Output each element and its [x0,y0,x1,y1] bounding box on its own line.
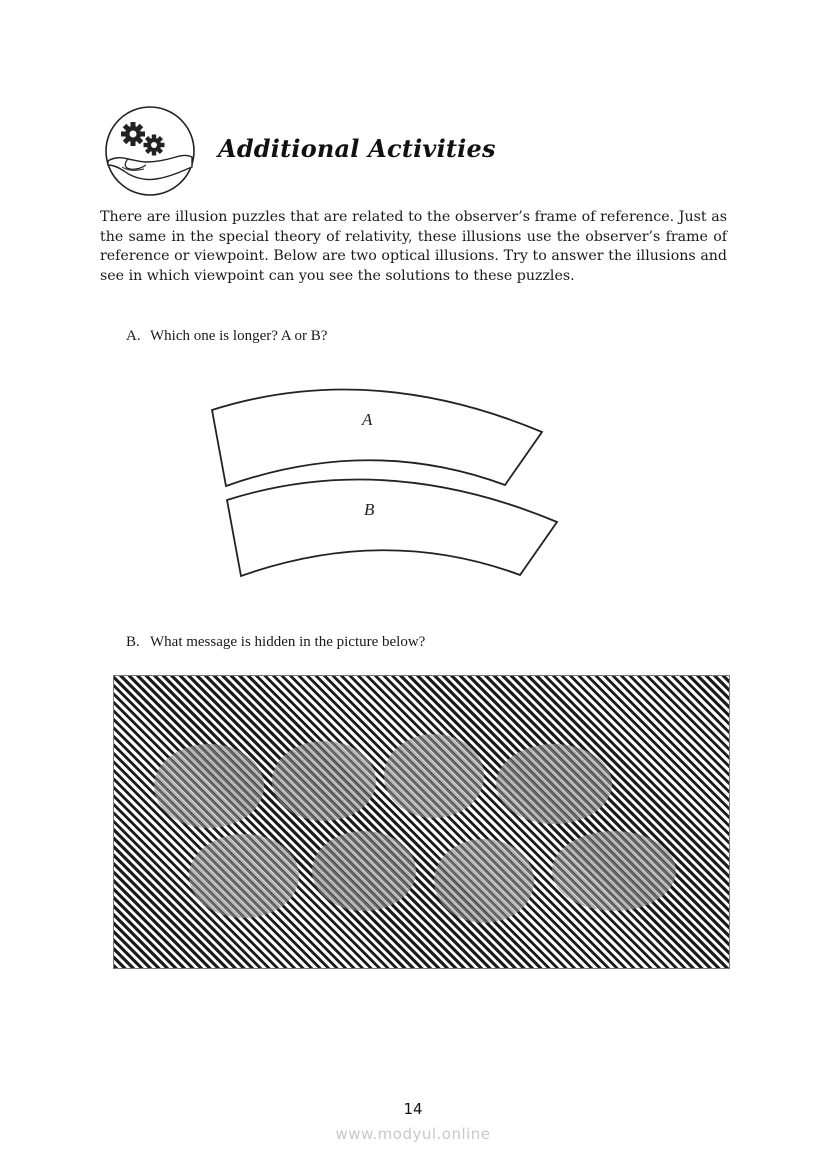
shape-b-label: B [364,500,375,519]
shape-a-label: A [362,410,373,429]
question-a-label: A. [126,328,141,344]
question-a-text: Which one is longer? A or B? [150,328,328,344]
question-b [126,634,425,651]
page-number: 14 [403,1100,423,1118]
intro-paragraph: There are illusion puzzles that are related to the observer’s frame of reference. Just as the same in the special theory of relativity, these illusions use the observer’s frame of reference or viewpoint. Below are two optical illusions. Try to answer the illusions and see in which viewpoint can you see the solutions to these puzzles. [100,209,727,284]
curved-shape-b [227,480,557,576]
section-title: Additional Activities [218,134,496,163]
watermark: www.modyul.online [335,1125,491,1143]
question-b-text: What message is hidden in the picture below? [150,634,426,650]
hidden-message-illusion [113,675,730,969]
question-b-label: B. [126,634,140,650]
curved-shapes-illusion [200,380,570,590]
curved-shape-a [212,390,542,486]
gears-on-hand-icon [104,105,196,197]
question-a [126,328,327,345]
